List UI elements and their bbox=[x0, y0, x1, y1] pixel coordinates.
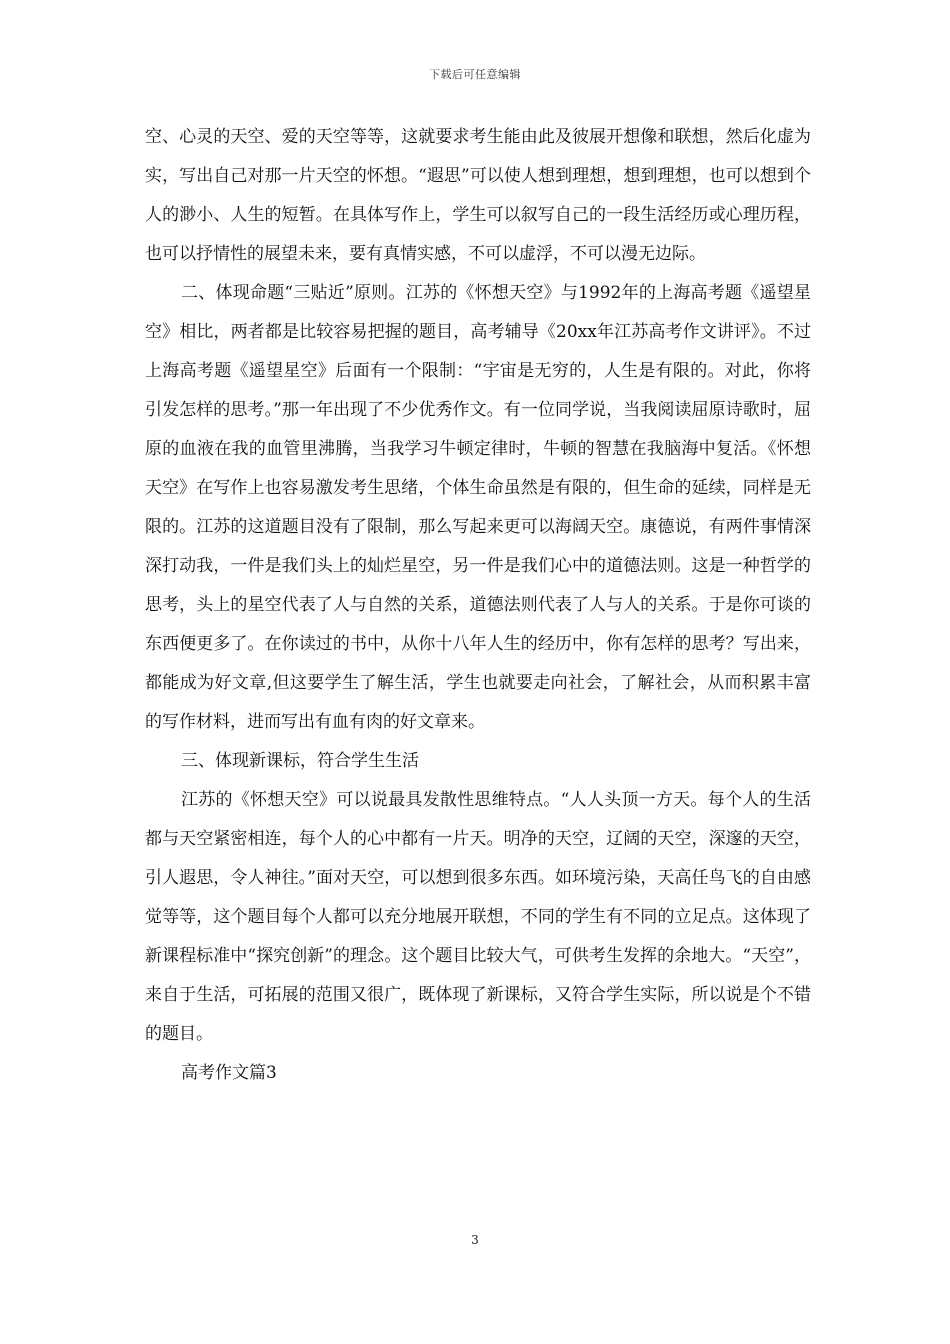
essay-title-heading: 高考作文篇3 bbox=[181, 1063, 277, 1083]
page-number: 3 bbox=[471, 1233, 479, 1247]
document-body bbox=[145, 118, 811, 1093]
page-header: 下载后可任意编辑 bbox=[429, 68, 521, 81]
paragraph-section-two: 二、体现命题“三贴近”原则。江苏的《怀想天空》与1992年的上海高考题《遥望星空》相比，两者都是比较容易把握的题目，高考辅导《20xx年江苏高考作文讲评》。不过上海高考题《遥望星空》后面有一个限制：“宇宙是无穷的，人生是有限的。对此，你将引发怎样的思考。”那一年出现了不少优秀作文。有一位同学说，当我阅读屈原诗歌时，屈原的血液在我的血管里沸腾，当我学习牛顿定律时，牛顿的智慧在我脑海中复活。《怀想天空》在写作上也容易激发考生思绪，个体生命虽然是有限的，但生命的延续，同样是无限的。江苏的这道题目没有了限制，那么写起来更可以海阔天空。康德说，有两件事情深深打动我，一件是我们头上的灿烂星空，另一件是我们心中的道德法则。这是一种哲学的思考，头上的星空代表了人与自然的关系，道德法则代表了人与人的关系。于是你可谈的东西便更多了。在你读过的书中，从你十八年人生的经历中，你有怎样的思考？写出来，都能成为好文章,但这要学生了解生活，学生也就要走向社会，了解社会，从而积累丰富的写作材料，进而写出有血有肉的好文章来。 bbox=[145, 283, 811, 732]
paragraph-section-three: 江苏的《怀想天空》可以说最具发散性思维特点。“人人头顶一方天。每个人的生活都与天空紧密相连，每个人的心中都有一片天。明净的天空，辽阔的天空，深邃的天空，引人遐思，令人神往。”面对天空，可以想到很多东西。如环境污染，天高任鸟飞的自由感觉等等，这个题目每个人都可以充分地展开联想，不同的学生有不同的立足点。这体现了新课程标准中“探究创新”的理念。这个题目比较大气，可供考生发挥的余地大。“天空”，来自于生活，可拓展的范围又很广，既体现了新课标，又符合学生实际，所以说是个不错的题目。 bbox=[145, 790, 811, 1044]
paragraph-continuation: 空、心灵的天空、爱的天空等等，这就要求考生能由此及彼展开想像和联想，然后化虚为实，写出自己对那一片天空的怀想。“遐思”可以使人想到理想，想到理想，也可以想到个人的渺小、人生的短暂。在具体写作上，学生可以叙写自己的一段生活经历或心理历程，也可以抒情性的展望未来，要有真情实感，不可以虚浮，不可以漫无边际。 bbox=[145, 127, 811, 264]
section-heading-three: 三、体现新课标，符合学生生活 bbox=[181, 751, 419, 771]
